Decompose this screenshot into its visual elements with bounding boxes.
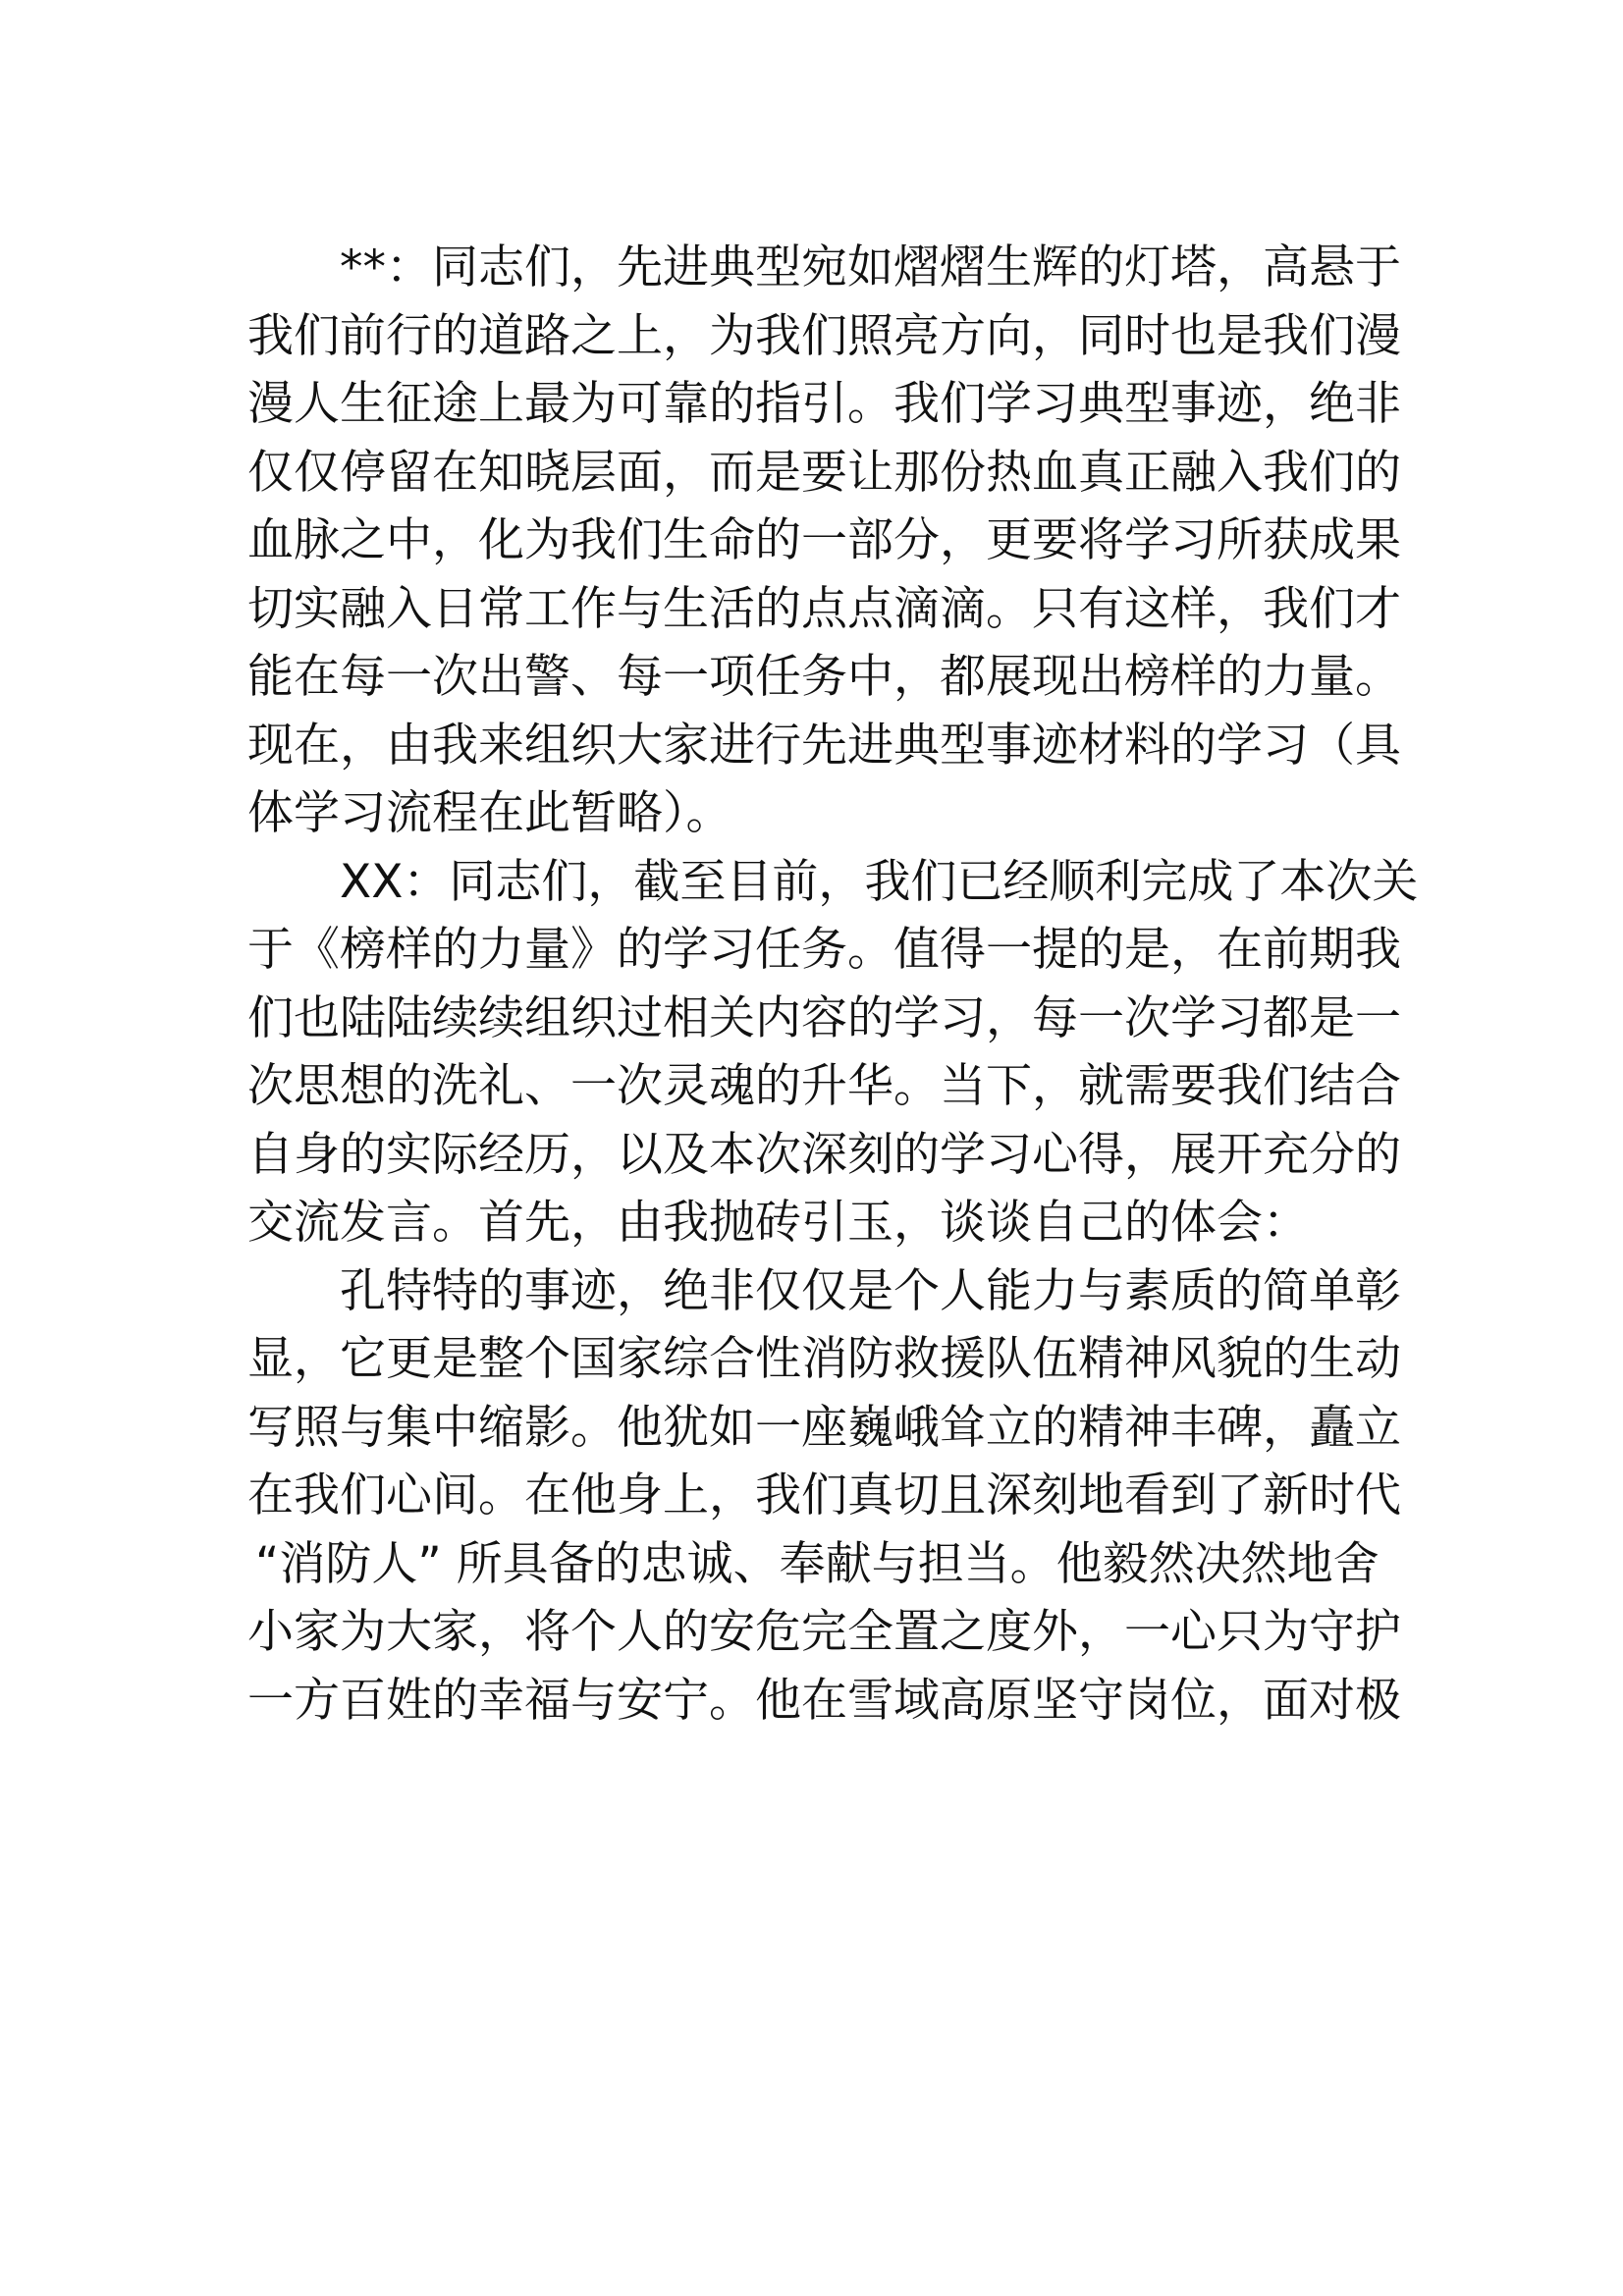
- paragraph-1-line-9: 体学习流程在此暂略）。: [247, 786, 732, 840]
- paragraph-2-line-1: XX：同志们，截至目前，我们已经顺利完成了本次关: [340, 854, 1419, 909]
- paragraph-2-line-4: 次思想的洗礼、一次灵魂的升华。当下，就需要我们结合: [247, 1059, 1401, 1113]
- paragraph-3-line-6: 小家为大家，将个人的安危完全置之度外，一心只为守护: [247, 1605, 1401, 1659]
- paragraph-2-line-3: 们也陆陆续续组织过相关内容的学习，每一次学习都是一: [247, 990, 1401, 1045]
- paragraph-3-line-1: 孔特特的事迹，绝非仅仅是个人能力与素质的简单彰: [340, 1263, 1401, 1318]
- paragraph-2-line-6: 交流发言。首先，由我抛砖引玉，谈谈自己的体会：: [247, 1196, 1309, 1250]
- paragraph-3-line-5: “消防人” 所具备的忠诚、奉献与担当。他毅然决然地舍: [255, 1536, 1380, 1591]
- paragraph-3-line-3: 写照与集中缩影。他犹如一座巍峨耸立的精神丰碑，矗立: [247, 1400, 1401, 1455]
- paragraph-3-line-4: 在我们心间。在他身上，我们真切且深刻地看到了新时代: [247, 1468, 1401, 1522]
- paragraph-1-line-4: 仅仅停留在知晓层面，而是要让那份热血真正融入我们的: [247, 445, 1401, 500]
- paragraph-1-line-5: 血脉之中，化为我们生命的一部分，更要将学习所获成果: [247, 513, 1401, 567]
- paragraph-1-line-3: 漫人生征途上最为可靠的指引。我们学习典型事迹，绝非: [247, 377, 1401, 431]
- paragraph-2-line-2: 于《榜样的力量》的学习任务。值得一提的是，在前期我: [247, 923, 1401, 977]
- paragraph-3-line-7: 一方百姓的幸福与安宁。他在雪域高原坚守岗位，面对极: [247, 1673, 1401, 1728]
- paragraph-1-line-6: 切实融入日常工作与生活的点点滴滴。只有这样，我们才: [247, 581, 1401, 636]
- paragraph-2-line-5: 自身的实际经历，以及本次深刻的学习心得，展开充分的: [247, 1127, 1401, 1182]
- paragraph-1-line-2: 我们前行的道路之上，为我们照亮方向，同时也是我们漫: [247, 308, 1401, 363]
- paragraph-1-line-7: 能在每一次出警、每一项任务中，都展现出榜样的力量。: [247, 650, 1401, 704]
- paragraph-1-line-8: 现在，由我来组织大家进行先进典型事迹材料的学习（具: [247, 718, 1401, 773]
- paragraph-3-line-2: 显，它更是整个国家综合性消防救援队伍精神风貌的生动: [247, 1332, 1401, 1386]
- paragraph-1-line-1: **：同志们，先进典型宛如熠熠生辉的灯塔，高悬于: [340, 240, 1401, 294]
- body-text: [247, 234, 1419, 1735]
